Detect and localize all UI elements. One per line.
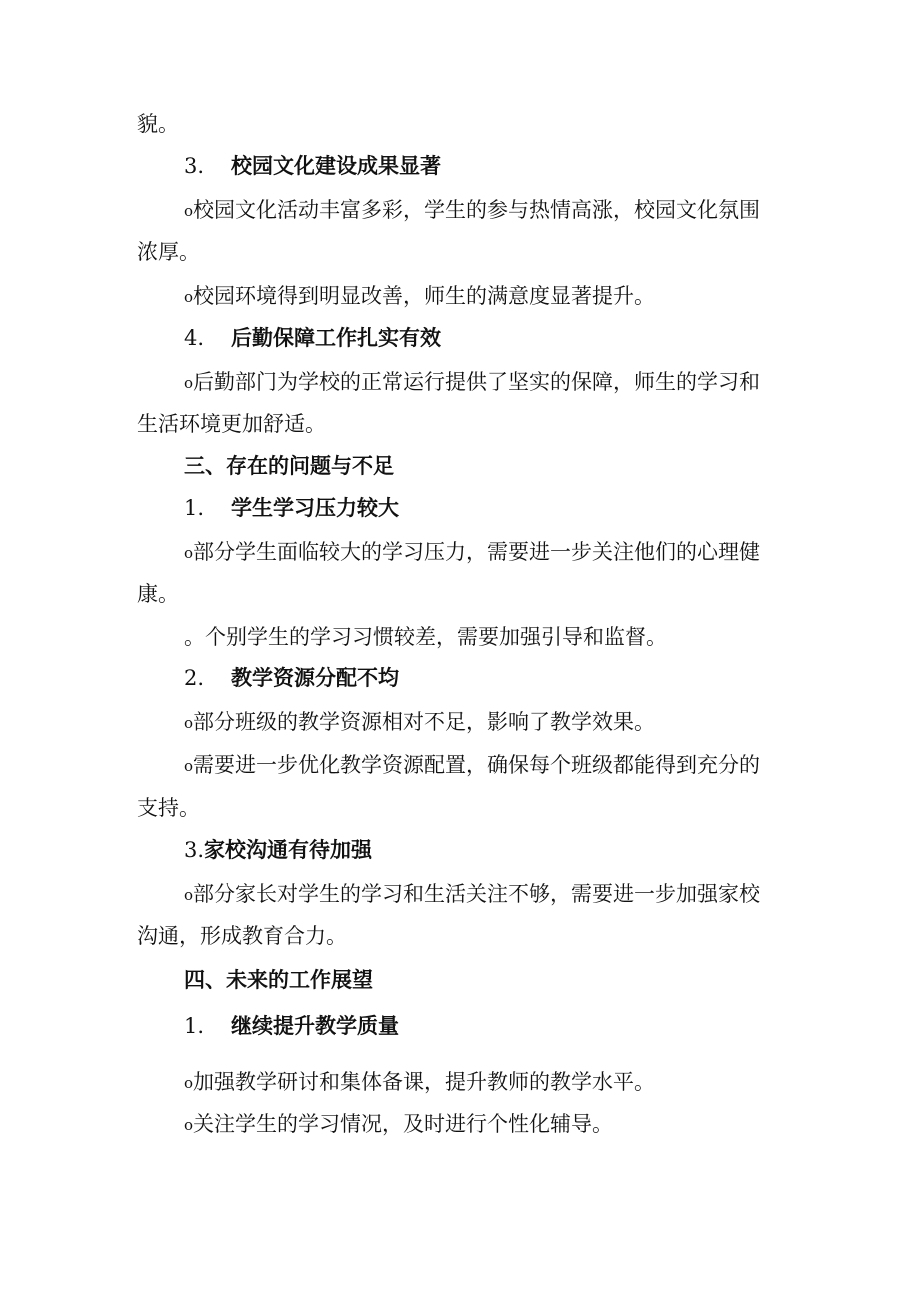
subheading-study-pressure: [184, 494, 399, 522]
text: 生活环境更加舒适。: [137, 412, 326, 436]
subheading-teaching-quality: [184, 1012, 399, 1040]
bullet-paragraph: [184, 1068, 655, 1097]
item-number: 2.: [184, 666, 205, 690]
bullet-paragraph: [184, 1110, 613, 1139]
bullet-text: 关注学生的学习情况，及时进行个性化辅导。: [193, 1112, 614, 1136]
paragraph-continuation: [137, 794, 200, 822]
bullet-marker: o: [184, 1116, 194, 1134]
section-heading-problems: 三、存在的问题与不足: [184, 453, 394, 478]
bullet-text: 加强教学研讨和集体备课，提升教师的教学水平。: [193, 1070, 656, 1094]
bullet-paragraph: [184, 368, 760, 397]
item-number: 3.: [184, 154, 205, 178]
text: 浓厚。: [137, 240, 200, 264]
bullet-marker: o: [184, 202, 194, 220]
subheading-text: 家校沟通有待加强: [204, 837, 373, 862]
bullet-marker: o: [184, 757, 194, 775]
bullet-marker: o: [184, 374, 194, 392]
text: 貌。: [137, 112, 179, 136]
bullet-text: 部分学生面临较大的学习压力，需要进一步关注他们的心理健: [193, 540, 761, 564]
paragraph-continuation: [137, 580, 179, 608]
bullet-marker: o: [184, 544, 194, 562]
bullet-marker: o: [184, 1074, 194, 1092]
text: 康。: [137, 582, 179, 606]
item-number: 1.: [184, 1014, 205, 1038]
subheading-text: 后勤保障工作扎实有效: [231, 325, 441, 350]
subheading-text: 校园文化建设成果显著: [231, 153, 441, 178]
item-number: 1.: [184, 496, 205, 520]
bullet-paragraph: [184, 708, 655, 737]
bullet-marker: o: [184, 886, 194, 904]
paragraph-continuation: [137, 238, 200, 266]
bullet-text: 部分班级的教学资源相对不足，影响了教学效果。: [193, 710, 656, 734]
bullet-paragraph: [184, 282, 655, 311]
bullet-text: 校园文化活动丰富多彩，学生的参与热情高涨，校园文化氛围: [193, 198, 761, 222]
bullet-text: 需要进一步优化教学资源配置，确保每个班级都能得到充分的: [193, 753, 761, 777]
bullet-paragraph: [184, 538, 760, 567]
section-heading-outlook: 四、未来的工作展望: [184, 967, 373, 992]
subheading-logistics: [184, 324, 441, 352]
subheading-text: 继续提升教学质量: [231, 1013, 399, 1038]
bullet-paragraph: [184, 751, 760, 780]
text: 支持。: [137, 796, 200, 820]
bullet-marker: o: [184, 288, 194, 306]
bullet-paragraph: [184, 196, 760, 225]
bullet-paragraph: [184, 880, 760, 909]
bullet-text: 校园环境得到明显改善，师生的满意度显著提升。: [193, 284, 656, 308]
bullet-text: 部分家长对学生的学习和生活关注不够，需要进一步加强家校: [193, 882, 761, 906]
bullet-text: 后勤部门为学校的正常运行提供了坚实的保障，师生的学习和: [193, 370, 761, 394]
paragraph-continuation: [137, 410, 326, 438]
subheading-culture: [184, 152, 441, 180]
bullet-marker: o: [184, 714, 194, 732]
item-number: 3.: [184, 838, 205, 862]
paragraph-continuation: [137, 110, 179, 138]
text: 沟通，形成教育合力。: [137, 924, 347, 948]
bullet-text: 。个别学生的学习习惯较差，需要加强引导和监督。: [184, 625, 667, 649]
paragraph-continuation: [137, 922, 347, 950]
item-number: 4.: [184, 326, 205, 350]
subheading-text: 教学资源分配不均: [231, 665, 399, 690]
bullet-paragraph: [184, 623, 667, 651]
subheading-text: 学生学习压力较大: [231, 495, 399, 520]
subheading-resources: [184, 664, 399, 692]
subheading-home-school: [184, 836, 372, 864]
